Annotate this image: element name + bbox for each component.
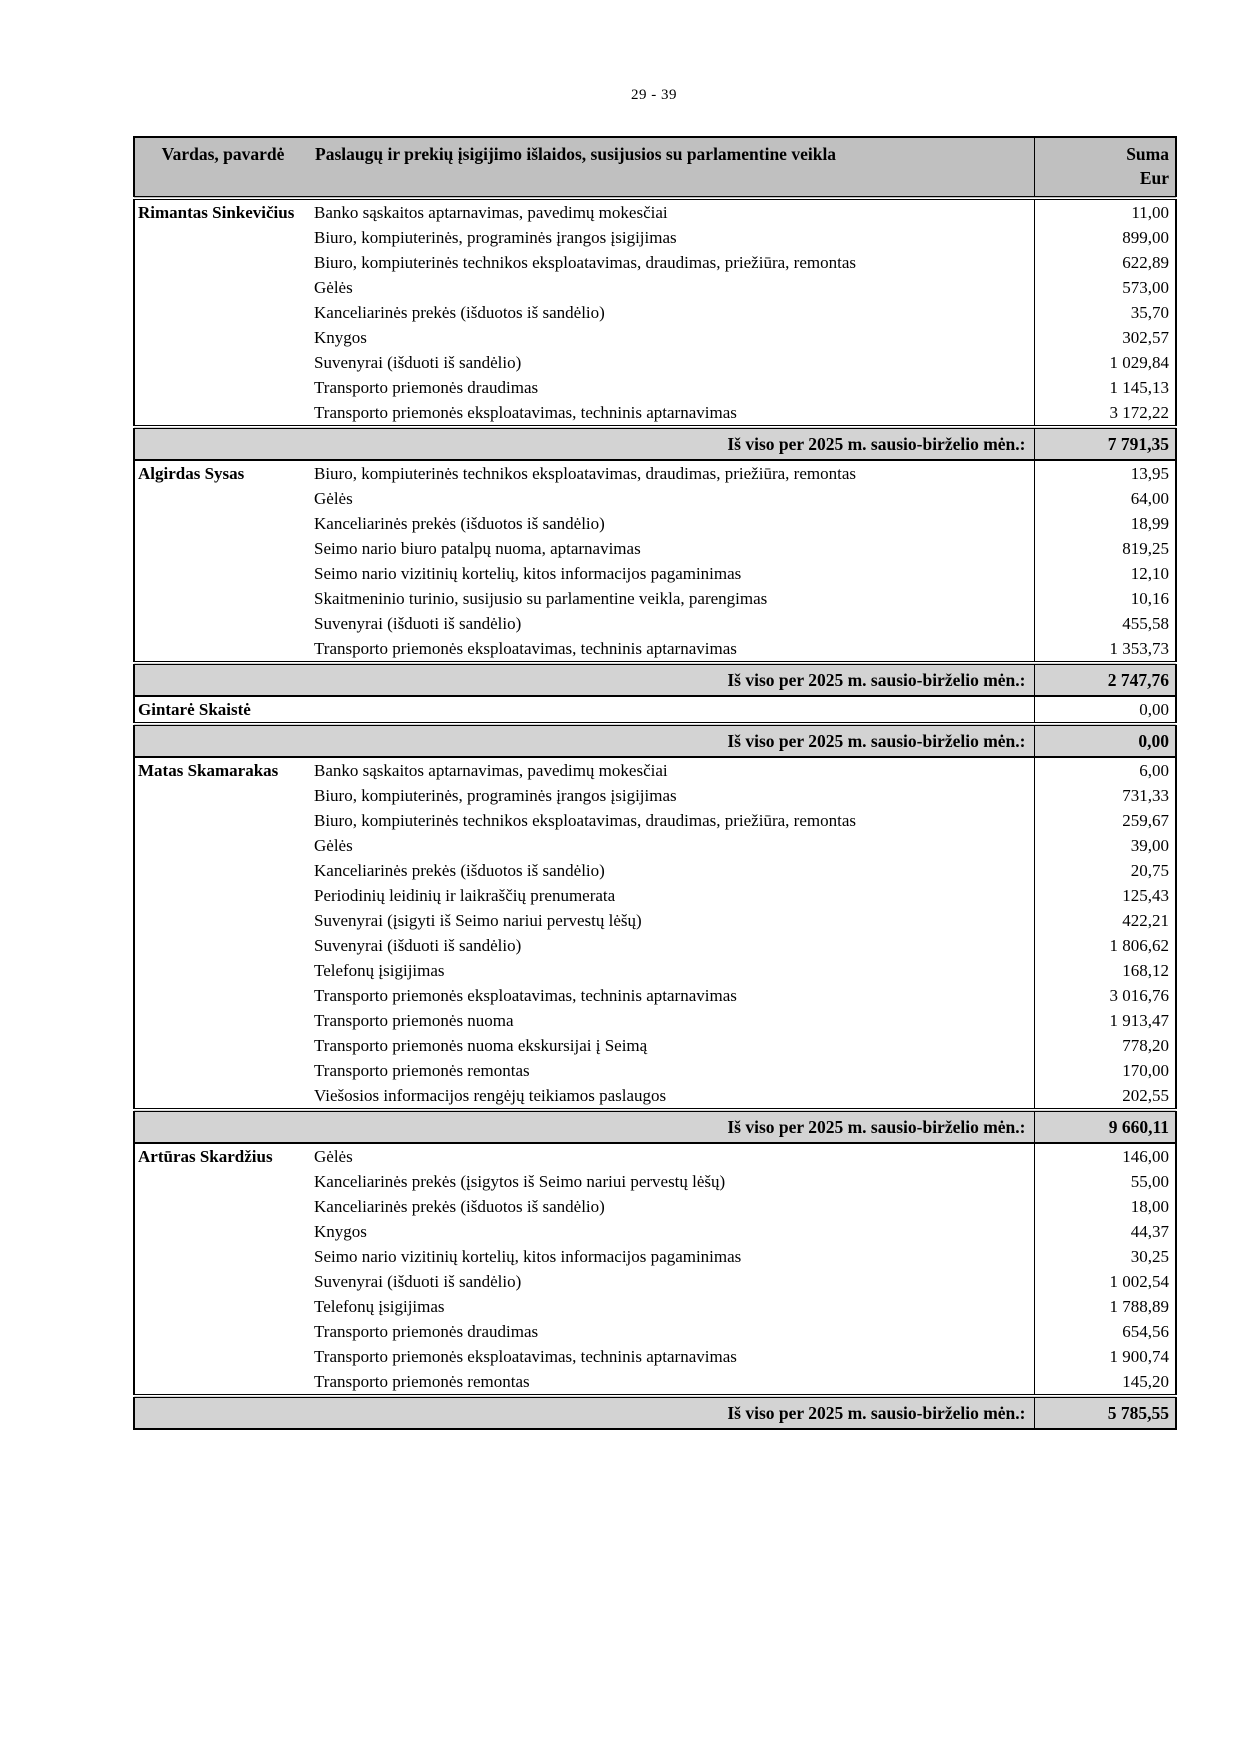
expense-amount: 731,33 [1034, 783, 1176, 808]
expense-description: Transporto priemonės remontas [311, 1369, 1034, 1396]
expense-description: Suvenyrai (išduoti iš sandėlio) [311, 1269, 1034, 1294]
section-total-row [134, 663, 1176, 696]
expense-description: Biuro, kompiuterinės technikos eksploatavimas, draudimas, priežiūra, remontas [311, 808, 1034, 833]
expense-row [134, 460, 1176, 486]
table-header [134, 137, 1176, 198]
expense-amount: 899,00 [1034, 225, 1176, 250]
header-sum-column [1034, 137, 1176, 198]
expense-amount: 44,37 [1034, 1219, 1176, 1244]
expense-amount: 10,16 [1034, 586, 1176, 611]
section-total-row [134, 724, 1176, 757]
header-name-column: Vardas, pavardė [134, 137, 311, 198]
expense-description: Biuro, kompiuterinės, programinės įrangos įsigijimas [311, 783, 1034, 808]
expense-row [134, 696, 1176, 724]
expense-description: Gėlės [311, 275, 1034, 300]
header-expenses-column: Paslaugų ir prekių įsigijimo išlaidos, susijusios su parlamentine veikla [311, 137, 1034, 198]
member-name: Matas Skamarakas [134, 757, 311, 1110]
total-label: Iš viso per 2025 m. sausio-birželio mėn.: [134, 663, 1034, 696]
expense-amount: 12,10 [1034, 561, 1176, 586]
expense-description: Transporto priemonės draudimas [311, 375, 1034, 400]
expense-amount: 39,00 [1034, 833, 1176, 858]
expense-amount: 622,89 [1034, 250, 1176, 275]
expense-description: Transporto priemonės draudimas [311, 1319, 1034, 1344]
expense-description: Seimo nario biuro patalpų nuoma, aptarnavimas [311, 536, 1034, 561]
member-name: Gintarė Skaistė [134, 696, 311, 724]
expense-description: Transporto priemonės eksploatavimas, techninis aptarnavimas [311, 400, 1034, 427]
expense-description: Transporto priemonės eksploatavimas, techninis aptarnavimas [311, 636, 1034, 663]
expense-description: Kanceliarinės prekės (išduotos iš sandėlio) [311, 1194, 1034, 1219]
expense-row [134, 1143, 1176, 1169]
total-label: Iš viso per 2025 m. sausio-birželio mėn.: [134, 724, 1034, 757]
expense-description: Biuro, kompiuterinės technikos eksploatavimas, draudimas, priežiūra, remontas [311, 460, 1034, 486]
page-number: 29 - 39 [631, 87, 677, 103]
expense-amount: 146,00 [1034, 1143, 1176, 1169]
expense-description: Suvenyrai (įsigyti iš Seimo nariui pervestų lėšų) [311, 908, 1034, 933]
expense-table [133, 136, 1177, 1430]
expense-amount: 1 913,47 [1034, 1008, 1176, 1033]
section-total-row [134, 1110, 1176, 1143]
expense-description: Suvenyrai (išduoti iš sandėlio) [311, 933, 1034, 958]
total-label: Iš viso per 2025 m. sausio-birželio mėn.: [134, 1396, 1034, 1429]
expense-amount: 3 016,76 [1034, 983, 1176, 1008]
expense-description: Kanceliarinės prekės (išduotos iš sandėlio) [311, 858, 1034, 883]
expense-amount: 778,20 [1034, 1033, 1176, 1058]
expense-description: Seimo nario vizitinių kortelių, kitos informacijos pagaminimas [311, 1244, 1034, 1269]
total-label: Iš viso per 2025 m. sausio-birželio mėn.: [134, 427, 1034, 460]
expense-amount: 1 806,62 [1034, 933, 1176, 958]
expense-description: Transporto priemonės eksploatavimas, techninis aptarnavimas [311, 983, 1034, 1008]
expense-row [134, 757, 1176, 783]
expense-amount: 20,75 [1034, 858, 1176, 883]
expense-description: Skaitmeninio turinio, susijusio su parlamentine veikla, parengimas [311, 586, 1034, 611]
expense-description: Banko sąskaitos aptarnavimas, pavedimų mokesčiai [311, 198, 1034, 225]
member-name: Algirdas Sysas [134, 460, 311, 663]
expense-description: Suvenyrai (išduoti iš sandėlio) [311, 611, 1034, 636]
header-sum-line1: Suma [1126, 144, 1169, 164]
expense-description: Biuro, kompiuterinės technikos eksploatavimas, draudimas, priežiūra, remontas [311, 250, 1034, 275]
total-amount: 0,00 [1034, 724, 1176, 757]
expense-amount: 302,57 [1034, 325, 1176, 350]
expense-description: Suvenyrai (išduoti iš sandėlio) [311, 350, 1034, 375]
expense-row [134, 198, 1176, 225]
expense-amount: 13,95 [1034, 460, 1176, 486]
expense-amount: 0,00 [1034, 696, 1176, 724]
section-total-row [134, 1396, 1176, 1429]
expense-amount: 455,58 [1034, 611, 1176, 636]
expense-description: Gėlės [311, 833, 1034, 858]
table-body [134, 198, 1176, 1429]
expense-amount: 18,00 [1034, 1194, 1176, 1219]
expense-amount: 55,00 [1034, 1169, 1176, 1194]
expense-amount: 422,21 [1034, 908, 1176, 933]
expense-amount: 1 145,13 [1034, 375, 1176, 400]
expense-amount: 64,00 [1034, 486, 1176, 511]
expense-amount: 202,55 [1034, 1083, 1176, 1110]
expense-amount: 259,67 [1034, 808, 1176, 833]
expense-amount: 35,70 [1034, 300, 1176, 325]
member-name: Artūras Skardžius [134, 1143, 311, 1396]
expense-description: Transporto priemonės nuoma [311, 1008, 1034, 1033]
expense-amount: 1 900,74 [1034, 1344, 1176, 1369]
expense-amount: 168,12 [1034, 958, 1176, 983]
expense-description [311, 696, 1034, 724]
expense-description: Banko sąskaitos aptarnavimas, pavedimų mokesčiai [311, 757, 1034, 783]
expense-description: Telefonų įsigijimas [311, 1294, 1034, 1319]
expense-amount: 573,00 [1034, 275, 1176, 300]
member-name: Rimantas Sinkevičius [134, 198, 311, 427]
expense-amount: 1 353,73 [1034, 636, 1176, 663]
total-amount: 9 660,11 [1034, 1110, 1176, 1143]
expense-amount: 145,20 [1034, 1369, 1176, 1396]
expense-amount: 3 172,22 [1034, 400, 1176, 427]
header-sum-line2: Eur [1139, 168, 1169, 188]
expense-description: Transporto priemonės remontas [311, 1058, 1034, 1083]
expense-amount: 654,56 [1034, 1319, 1176, 1344]
expense-description: Kanceliarinės prekės (išduotos iš sandėlio) [311, 511, 1034, 536]
expense-description: Biuro, kompiuterinės, programinės įrangos įsigijimas [311, 225, 1034, 250]
expense-description: Periodinių leidinių ir laikraščių prenumerata [311, 883, 1034, 908]
total-amount: 2 747,76 [1034, 663, 1176, 696]
expense-amount: 6,00 [1034, 757, 1176, 783]
section-total-row [134, 427, 1176, 460]
expense-description: Knygos [311, 1219, 1034, 1244]
expense-description: Gėlės [311, 1143, 1034, 1169]
expense-amount: 1 788,89 [1034, 1294, 1176, 1319]
expense-description: Knygos [311, 325, 1034, 350]
expense-amount: 30,25 [1034, 1244, 1176, 1269]
expense-amount: 170,00 [1034, 1058, 1176, 1083]
expense-amount: 18,99 [1034, 511, 1176, 536]
expense-description: Kanceliarinės prekės (išduotos iš sandėlio) [311, 300, 1034, 325]
expense-amount: 819,25 [1034, 536, 1176, 561]
expense-amount: 1 029,84 [1034, 350, 1176, 375]
expense-description: Seimo nario vizitinių kortelių, kitos informacijos pagaminimas [311, 561, 1034, 586]
expense-description: Transporto priemonės nuoma ekskursijai į Seimą [311, 1033, 1034, 1058]
table-header-row [134, 137, 1176, 198]
expense-description: Transporto priemonės eksploatavimas, techninis aptarnavimas [311, 1344, 1034, 1369]
expense-description: Kanceliarinės prekės (įsigytos iš Seimo nariui pervestų lėšų) [311, 1169, 1034, 1194]
expense-description: Telefonų įsigijimas [311, 958, 1034, 983]
total-amount: 7 791,35 [1034, 427, 1176, 460]
expense-amount: 125,43 [1034, 883, 1176, 908]
expense-amount: 11,00 [1034, 198, 1176, 225]
expense-description: Viešosios informacijos rengėjų teikiamos paslaugos [311, 1083, 1034, 1110]
expense-description: Gėlės [311, 486, 1034, 511]
expense-amount: 1 002,54 [1034, 1269, 1176, 1294]
total-amount: 5 785,55 [1034, 1396, 1176, 1429]
total-label: Iš viso per 2025 m. sausio-birželio mėn.: [134, 1110, 1034, 1143]
